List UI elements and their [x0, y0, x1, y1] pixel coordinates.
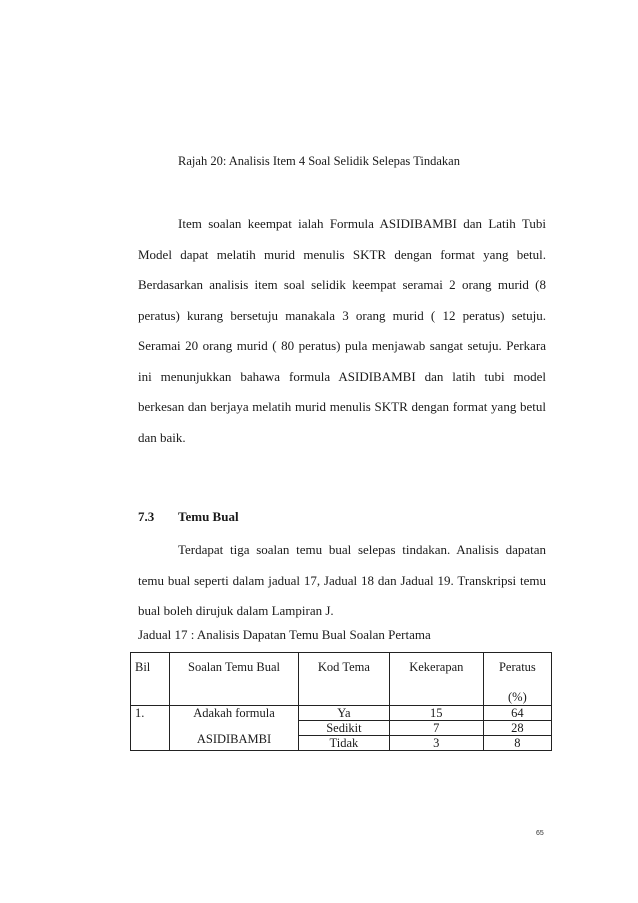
section-title: Temu Bual [178, 509, 239, 524]
cell-kod-tema: Tidak [299, 736, 390, 751]
table-caption: Jadual 17 : Analisis Dapatan Temu Bual Soalan Pertama [138, 627, 431, 642]
cell-peratus: 8 [483, 736, 551, 751]
header-peratus-label: Peratus [498, 660, 536, 674]
section-heading [138, 509, 239, 525]
cell-soalan-line1: Adakah formula [193, 706, 275, 720]
cell-soalan-line2: ASIDIBAMBI [196, 732, 272, 746]
interview-analysis-table [130, 652, 552, 751]
header-kod-tema: Kod Tema [299, 653, 390, 706]
header-kekerapan: Kekerapan [389, 653, 483, 706]
table-header-row [131, 653, 552, 706]
header-peratus-unit: (%) [508, 690, 527, 704]
paragraph-interview-intro: Terdapat tiga soalan temu bual selepas tindakan. Analisis dapatan temu bual seperti dalam jadual 17, Jadual 18 dan Jadual 19. Transkripsi temu bual boleh dirujuk dalam Lampiran J. [138, 542, 546, 618]
section-number: 7.3 [138, 509, 155, 524]
paragraph-item-analysis: Item soalan keempat ialah Formula ASIDIBAMBI dan Latih Tubi Model dapat melatih murid menulis SKTR dengan format yang betul. Berdasarkan analisis item soal selidik keempat seramai 2 orang murid (8 peratus) kurang bersetuju manakala 3 orang murid ( 12 peratus) setuju. Seramai 20 orang murid ( 80 peratus) pula menjawab sangat setuju. Perkara ini menunjukkan bahawa formula ASIDIBAMBI dan latih tubi model berkesan dan berjaya melatih murid menulis SKTR dengan format yang betul dan baik. [138, 216, 546, 445]
cell-peratus: 64 [483, 706, 551, 721]
table-row [131, 706, 552, 721]
cell-bil: 1. [131, 706, 170, 751]
cell-peratus: 28 [483, 721, 551, 736]
page-number: 65 [536, 830, 544, 837]
figure-caption: Rajah 20: Analisis Item 4 Soal Selidik Selepas Tindakan [178, 154, 460, 168]
header-peratus [483, 653, 551, 706]
cell-kod-tema: Sedikit [299, 721, 390, 736]
header-bil: Bil [131, 653, 170, 706]
cell-soalan [170, 706, 299, 751]
cell-kekerapan: 15 [389, 706, 483, 721]
cell-kekerapan: 7 [389, 721, 483, 736]
cell-kekerapan: 3 [389, 736, 483, 751]
header-soalan: Soalan Temu Bual [170, 653, 299, 706]
cell-kod-tema: Ya [299, 706, 390, 721]
